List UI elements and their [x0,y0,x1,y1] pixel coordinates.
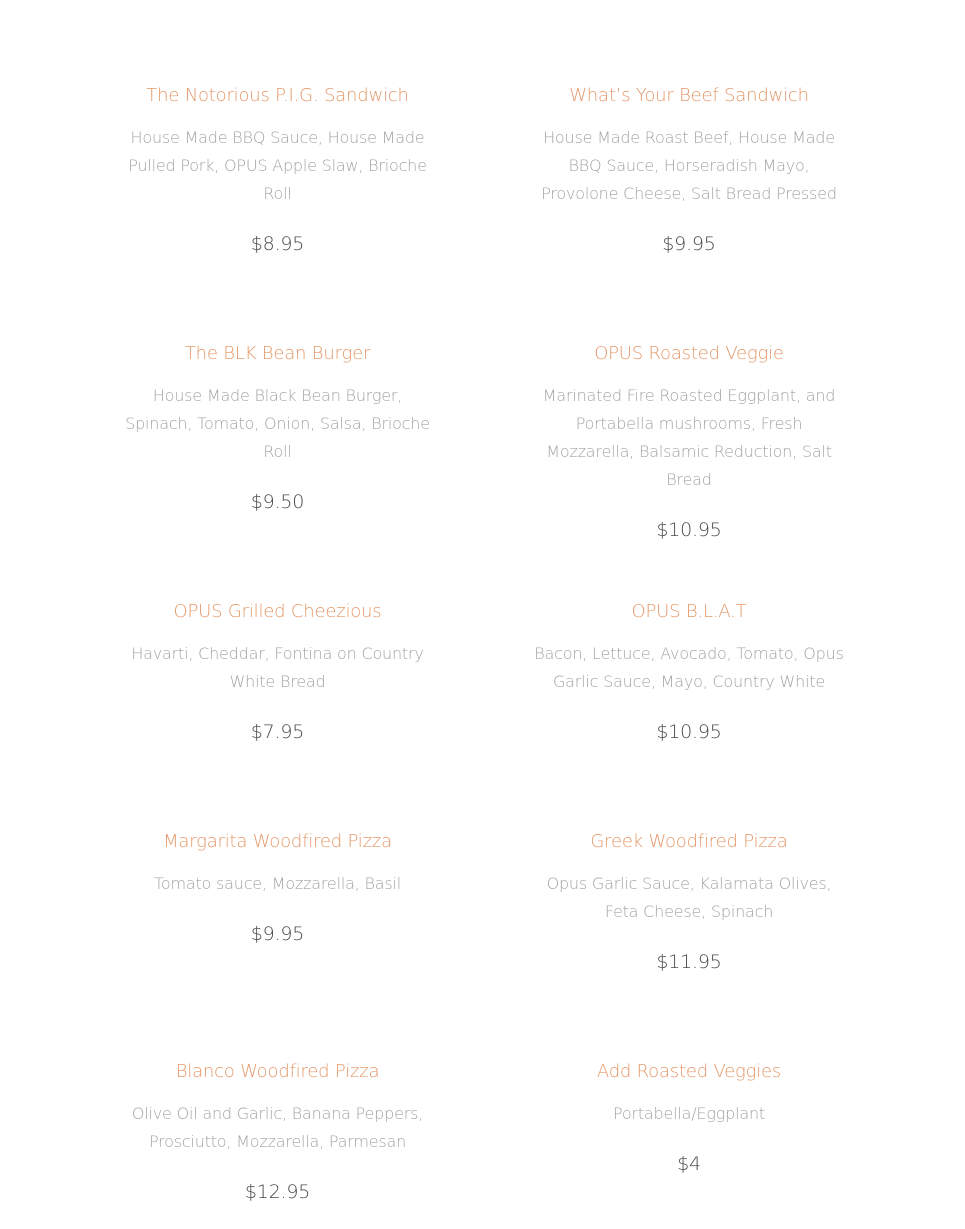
menu-item-price: $11.95 [656,951,722,973]
menu-item-name: Margarita Woodfired Pizza [163,831,392,852]
menu-item-name: Add Roasted Veggies [596,1061,782,1082]
menu-item-name: OPUS B.L.A.T [631,601,747,622]
menu-item-description: House Made Black Bean Burger, Spinach, Tomato, Onion, Salsa, Brioche Roll [125,386,430,461]
menu-item-grilled-cheezious [124,600,431,744]
menu-item-price: $10.95 [656,519,722,541]
menu-item-pig-sandwich [124,84,431,256]
menu-item-name: Greek Woodfired Pizza [590,831,788,852]
menu-item-description: House Made Roast Beef, House Made BBQ Sauce, Horseradish Mayo, Provolone Cheese, Salt Bread Pressed [541,128,837,203]
menu-item-name: OPUS Roasted Veggie [594,343,784,364]
menu-item-price: $9.95 [662,233,716,255]
menu-item-price: $9.95 [250,923,305,945]
menu-item-name: The Notorious P.I.G. Sandwich [146,85,409,106]
menu-item-name: The BLK Bean Burger [184,343,371,364]
menu-item-description: Opus Garlic Sauce, Kalamata Olives, Feta Cheese, Spinach [546,874,832,921]
menu-item-name: Blanco Woodfired Pizza [175,1061,380,1082]
menu-item-description: Olive Oil and Garlic, Banana Peppers, Prosciutto, Mozzarella, Parmesan [131,1104,424,1151]
menu-item-description: Tomato sauce, Mozzarella, Basil [154,874,401,893]
menu-item-name: OPUS Grilled Cheezious [173,601,382,622]
menu-item-price: $8.95 [250,233,305,255]
menu-item-add-roasted-veggies [534,1060,844,1176]
menu-item-description: Marinated Fire Roasted Eggplant, and Portabella mushrooms, Fresh Mozzarella, Balsamic Reduction, Salt Bread [542,386,836,489]
menu-item-greek-pizza [534,830,844,974]
menu-item-blanco-pizza [124,1060,431,1204]
menu-item-description: House Made BBQ Sauce, House Made Pulled Pork, OPUS Apple Slaw, Brioche Roll [128,128,427,203]
menu-item-price: $7.95 [250,721,305,743]
menu-item-price: $10.95 [656,721,722,743]
menu-item-roasted-veggie [534,342,844,542]
menu-item-margarita-pizza [124,830,431,946]
menu-item-price: $9.50 [250,491,305,513]
menu-item-beef-sandwich [534,84,844,256]
menu-item-description: Bacon, Lettuce, Avocado, Tomato, Opus Garlic Sauce, Mayo, Country White [534,644,844,691]
menu-item-description: Havarti, Cheddar, Fontina on Country White Bread [131,644,424,691]
menu-item-blat [534,600,844,744]
menu-item-name: What’s Your Beef Sandwich [569,85,809,106]
menu-item-blk-bean-burger [124,342,431,514]
menu-item-description: Portabella/Eggplant [613,1104,765,1123]
menu-item-price: $12.95 [244,1181,311,1203]
menu-item-price: $4 [677,1153,701,1175]
